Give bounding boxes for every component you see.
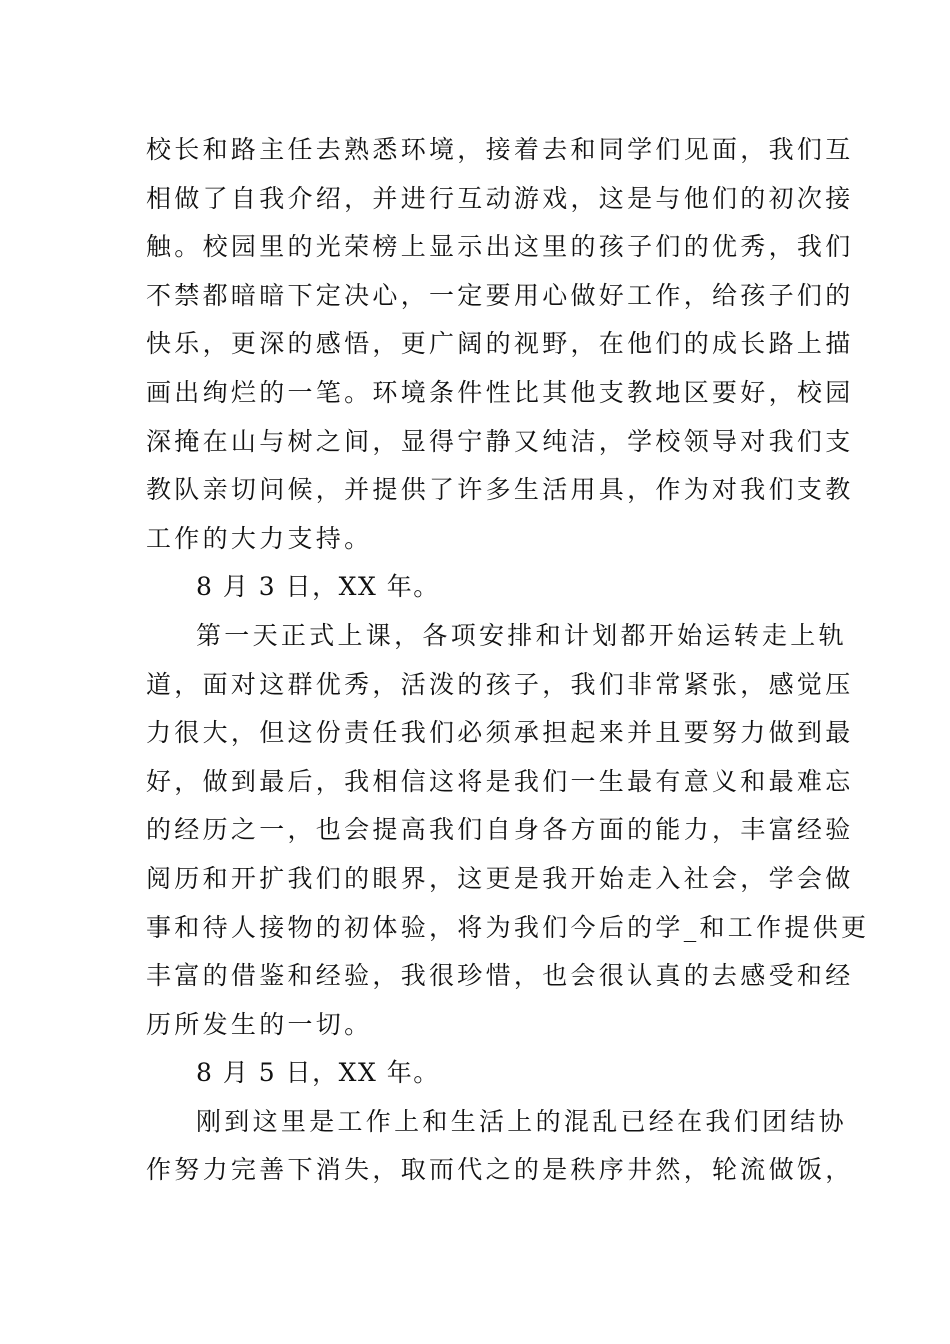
text-line: 事和待人接物的初体验，将为我们今后的学_和工作提供更 <box>146 912 870 942</box>
date-heading-aug-5: 8 月 5 日，XX 年。 <box>196 1058 440 1088</box>
paragraph-intro <box>146 126 854 563</box>
paragraph-first-class <box>146 612 870 1049</box>
document-body <box>146 126 870 1195</box>
paragraph-order <box>146 1098 854 1195</box>
text-line: 相做了自我介绍，并进行互动游戏，这是与他们的初次接 <box>146 183 854 213</box>
text-line: 的经历之一，也会提高我们自身各方面的能力，丰富经验 <box>146 815 854 845</box>
text-line: 力很大，但这份责任我们必须承担起来并且要努力做到最 <box>146 718 854 748</box>
text-line: 好，做到最后，我相信这将是我们一生最有意义和最难忘 <box>146 766 854 796</box>
text-line: 快乐，更深的感悟，更广阔的视野，在他们的成长路上描 <box>146 329 854 359</box>
text-line: 校长和路主任去熟悉环境，接着去和同学们见面，我们互 <box>146 135 854 164</box>
text-line: 历所发生的一切。 <box>146 1009 373 1039</box>
text-line: 触。校园里的光荣榜上显示出这里的孩子们的优秀，我们 <box>146 232 854 262</box>
text-line: 阅历和开扩我们的眼界，这更是我开始走入社会，学会做 <box>146 863 854 893</box>
text-line: 丰富的借鉴和经验，我很珍惜，也会很认真的去感受和经 <box>146 961 854 991</box>
date-heading-aug-3: 8 月 3 日，XX 年。 <box>196 572 440 602</box>
text-line: 第一天正式上课，各项安排和计划都开始运转走上轨 <box>196 620 847 650</box>
text-line: 深掩在山与树之间，显得宁静又纯洁，学校领导对我们支 <box>146 426 854 456</box>
text-line: 道，面对这群优秀，活泼的孩子，我们非常紧张，感觉压 <box>146 669 854 699</box>
text-line: 不禁都暗暗下定决心，一定要用心做好工作，给孩子们的 <box>146 280 854 310</box>
text-line: 刚到这里是工作上和生活上的混乱已经在我们团结协 <box>196 1106 847 1136</box>
text-line: 教队亲切问候，并提供了许多生活用具，作为对我们支教 <box>146 475 854 505</box>
text-line: 作努力完善下消失，取而代之的是秩序井然，轮流做饭， <box>146 1155 854 1185</box>
text-line: 画出绚烂的一笔。环境条件性比其他支教地区要好，校园 <box>146 377 854 407</box>
text-line: 工作的大力支持。 <box>146 523 373 553</box>
